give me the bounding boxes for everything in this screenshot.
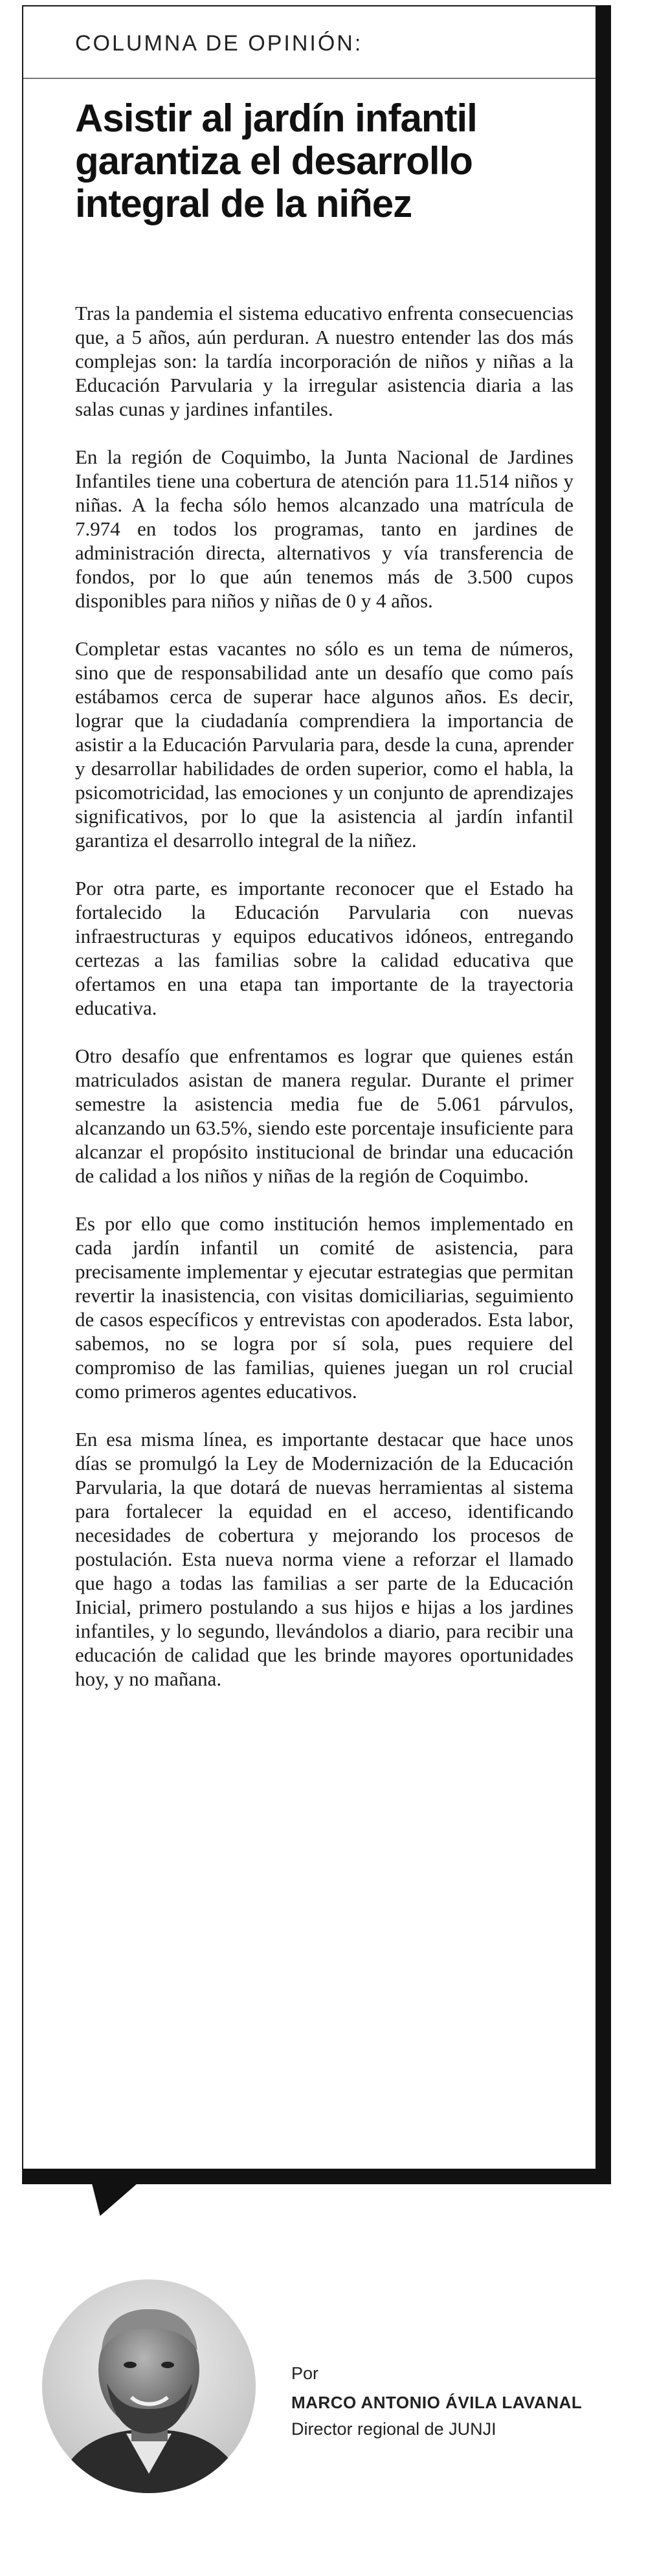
header-divider (23, 78, 596, 79)
author-role: Director regional de JUNJI (291, 2419, 496, 2439)
author-photo (42, 2279, 256, 2493)
paragraph: En esa misma línea, es importante destacar que hace unos días se promulgó la Ley de Modernización de la Educación Parvularia, la que dotará de nuevas herramientas al sistema para fortalecer la equidad en el acceso, identificando necesidades de cobertura y mejorando los procesos de postulación. Esta nueva norma viene a reforzar el llamado que hago a todas las familias a ser parte de la Educación Inicial, primero postulando a sus hijos e hijas a los jardines infantiles, y lo segundo, llevándolos a diario, para recibir una educación de calidad que les brinde mayores oportunidades hoy, y no mañana. (75, 1428, 574, 1690)
byline-prefix: Por (291, 2364, 319, 2383)
paragraph: Completar estas vacantes no sólo es un tema de números, sino que de responsabilidad ante un desafío que como país estábamos cerca de superar hace algunos años. Es decir, lograr que la ciudadanía comprendiera la importancia de asistir a la Educación Parvularia para, desde la cuna, aprender y desarrollar habilidades de orden superior, como el habla, la psicomotricidad, las emociones y un conjunto de aprendizajes significativos, por lo que la asistencia al jardín infantil garantiza el desarrollo integral de la niñez. (75, 637, 574, 852)
paragraph: Por otra parte, es importante reconocer que el Estado ha fortalecido la Educación Parvularia con nuevas infraestructuras y equipos educativos idóneos, entregando certezas a las familias sobre la calidad educativa que ofertamos en una etapa tan importante de la trayectoria educativa. (75, 877, 574, 1019)
section-label: COLUMNA DE OPINIÓN: (75, 31, 363, 56)
paragraph: En la región de Coquimbo, la Junta Nacional de Jardines Infantiles tiene una cobertura de atención para 11.514 niños y niñas. A la fecha sólo hemos alcanzado una matrícula de 7.974 en todos los programas, tanto en jardines de administración directa, alternativos y vía transferencia de fondos, por lo que aún tenemos más de 3.500 cupos disponibles para niños y niñas de 0 y 4 años. (75, 446, 574, 612)
author-name: MARCO ANTONIO ÁVILA LAVANAL (291, 2393, 583, 2412)
speech-bubble-frame (22, 5, 611, 2184)
paragraph: Es por ello que como institución hemos implementado en cada jardín infantil un comité de asistencia, para precisamente implementar y ejecutar estrategias que permitan revertir la inasistencia, con visitas domiciliarias, seguimiento de casos específicos y entrevistas con apoderados. Esta labor, sabemos, no se logra por sí sola, pues requiere del compromiso de las familias, quienes juegan un rol crucial como primeros agentes educativos. (75, 1212, 574, 1403)
author-byline (291, 2364, 582, 2439)
speech-bubble-tail (92, 2184, 137, 2216)
paragraph: Otro desafío que enfrentamos es lograr que quienes están matriculados asistan de manera regular. Durante el primer semestre la asistencia media fue de 5.061 párvulos, alcanzando un 63.5%, siendo este porcentaje insuficiente para alcanzar el propósito institucional de brindar una educación de calidad a los niños y niñas de la región de Coquimbo. (75, 1045, 574, 1187)
article-headline: Asistir al jardín infantil garantiza el desarrollo integral de la niñez (75, 96, 477, 225)
article-body (75, 301, 574, 1715)
paragraph: Tras la pandemia el sistema educativo enfrenta consecuencias que, a 5 años, aún perduran. A nuestro entender las dos más complejas son: la tardía incorporación de niños y niñas a la Educación Parvularia y la irregular asistencia diaria a las salas cunas y jardines infantiles. (75, 302, 574, 420)
